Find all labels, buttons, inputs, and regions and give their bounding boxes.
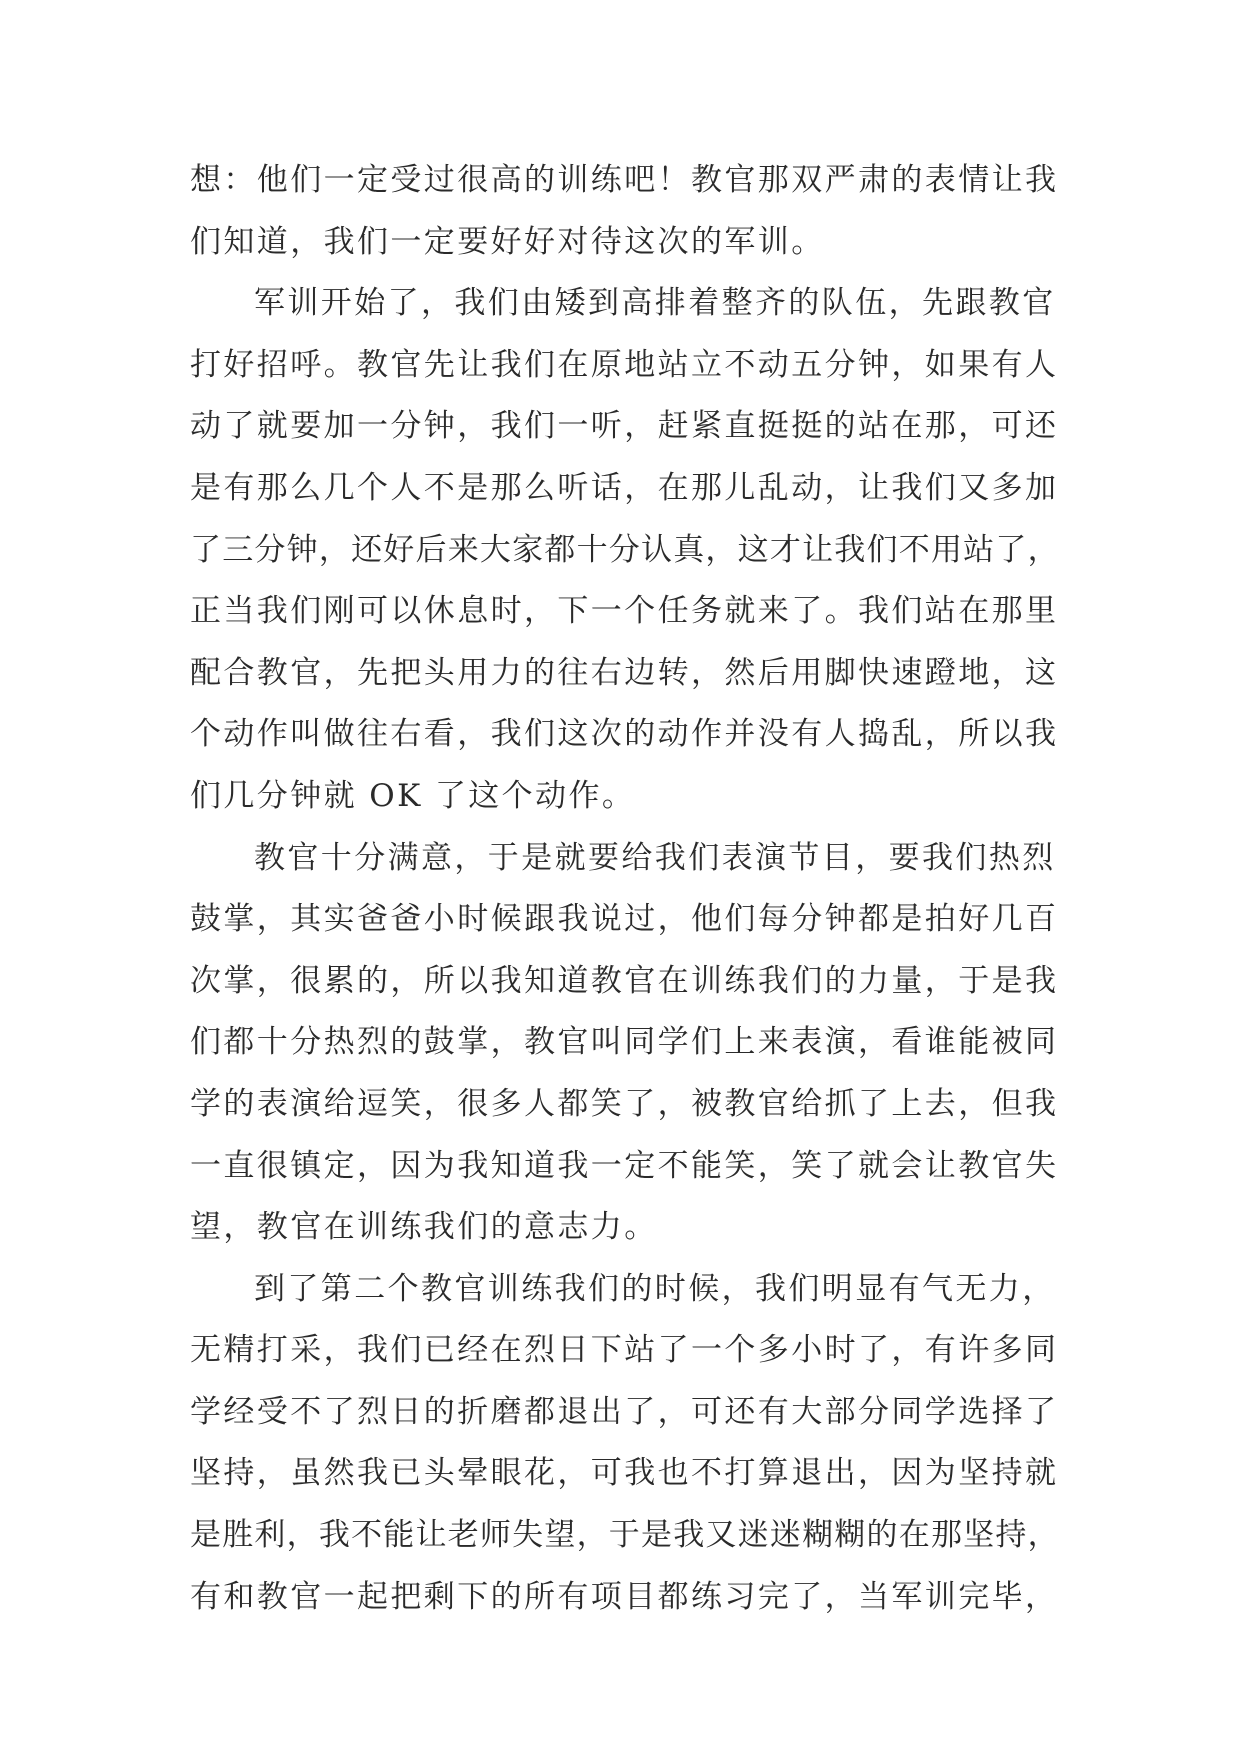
text-line: 个动作叫做往右看，我们这次的动作并没有人捣乱，所以我 xyxy=(190,716,1059,753)
text-line: 学的表演给逗笑，很多人都笑了，被教官给抓了上去，但我 xyxy=(190,1085,1059,1122)
text-line: 配合教官，先把头用力的往右边转，然后用脚快速蹬地，这 xyxy=(190,654,1059,691)
text-line: 教官十分满意，于是就要给我们表演节目，要我们热烈 xyxy=(254,839,1056,876)
text-line: 打好招呼。教官先让我们在原地站立不动五分钟，如果有人 xyxy=(190,346,1059,383)
text-line: 正当我们刚可以休息时，下一个任务就来了。我们站在那里 xyxy=(190,593,1059,630)
text-line: 想：他们一定受过很高的训练吧！教官那双严肃的表情让我 xyxy=(190,162,1059,198)
text-line: 有和教官一起把剩下的所有项目都练习完了，当军训完毕， xyxy=(190,1578,1059,1615)
text-line: 是胜利，我不能让老师失望，于是我又迷迷糊糊的在那坚持， xyxy=(190,1517,1060,1554)
body-text xyxy=(190,150,1060,1628)
text-line: 鼓掌，其实爸爸小时候跟我说过，他们每分钟都是拍好几百 xyxy=(190,901,1059,938)
text-line: 们知道，我们一定要好好对待这次的军训。 xyxy=(190,223,825,260)
text-line: 学经受不了烈日的折磨都退出了，可还有大部分同学选择了 xyxy=(190,1393,1059,1430)
text-line: 次掌，很累的，所以我知道教官在训练我们的力量，于是我 xyxy=(190,962,1059,999)
text-line: 们都十分热烈的鼓掌，教官叫同学们上来表演，看谁能被同 xyxy=(190,1024,1059,1061)
text-line: 动了就要加一分钟，我们一听，赶紧直挺挺的站在那，可还 xyxy=(190,408,1059,445)
text-line: 一直很镇定，因为我知道我一定不能笑，笑了就会让教官失 xyxy=(190,1147,1059,1184)
text-line: 们几分钟就 OK 了这个动作。 xyxy=(190,777,636,814)
text-line: 无精打采，我们已经在烈日下站了一个多小时了，有许多同 xyxy=(190,1332,1059,1369)
text-line: 到了第二个教官训练我们的时候，我们明显有气无力， xyxy=(254,1270,1056,1307)
text-line: 望，教官在训练我们的意志力。 xyxy=(190,1209,658,1246)
text-line: 是有那么几个人不是那么听话，在那儿乱动，让我们又多加 xyxy=(190,469,1059,506)
text-line: 了三分钟，还好后来大家都十分认真，这才让我们不用站了， xyxy=(190,531,1060,568)
text-line: 坚持，虽然我已头晕眼花，可我也不打算退出，因为坚持就 xyxy=(190,1455,1059,1492)
text-line: 军训开始了，我们由矮到高排着整齐的队伍，先跟教官 xyxy=(254,285,1056,322)
